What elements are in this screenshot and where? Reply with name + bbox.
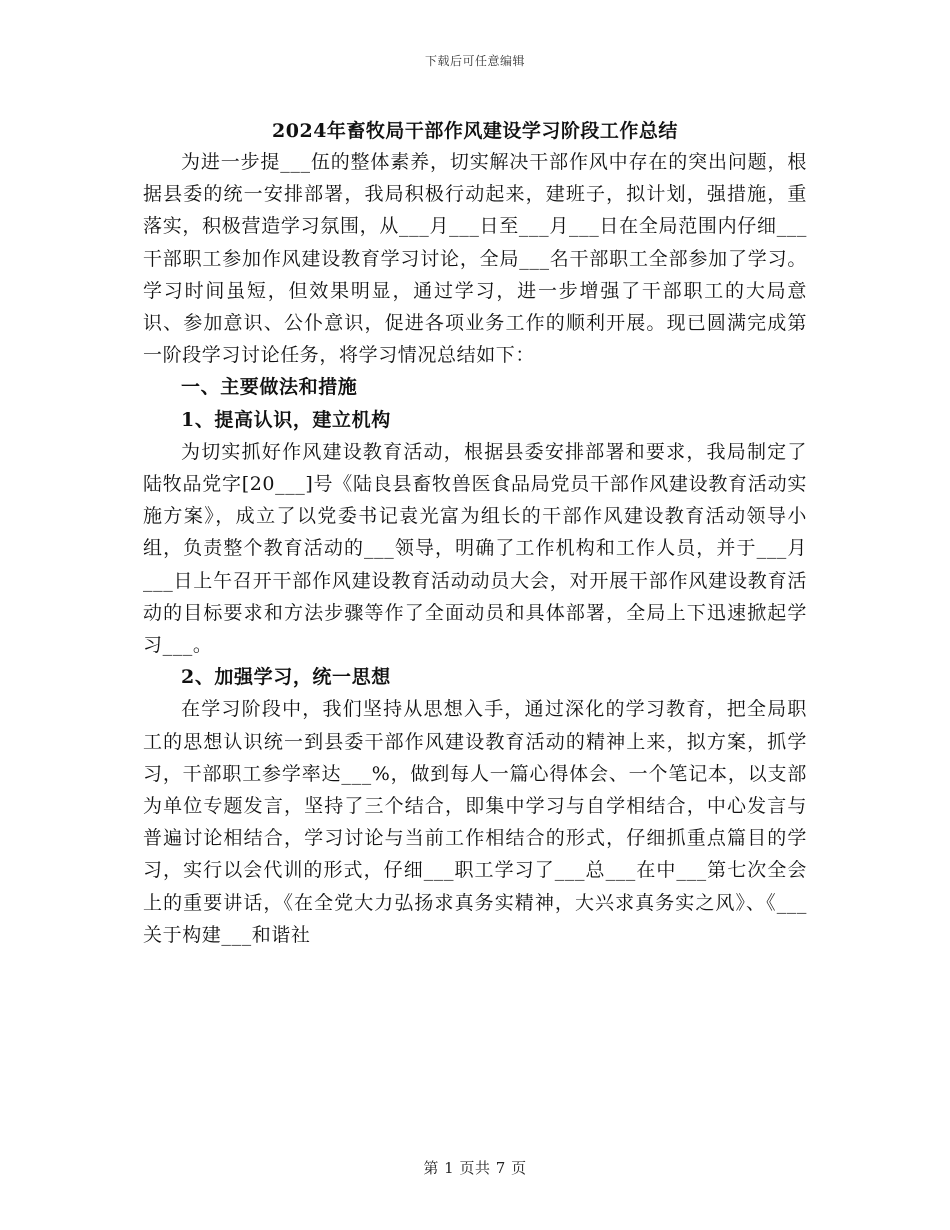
header-note: 下载后可任意编辑 <box>424 54 525 68</box>
subsection-2-paragraph: 在学习阶段中，我们坚持从思想入手，通过深化的学习教育，把全局职工的思想认识统一到县委干部作风建设教育活动的精神上来，拟方案，抓学习，干部职工参学率达___%，做到每人一篇心得体会、一个笔记本，以支部为单位专题发言，坚持了三个结合，即集中学习与自学相结合，中心发言与普遍讨论相结合，学习讨论与当前工作相结合的形式，仔细抓重点篇目的学习，实行以会代训的形式，仔细___职工学习了___总___在中___第七次全会上的重要讲话，《在全党大力弘扬求真务实精神，大兴求真务实之风》、《___关于构建___和谐社 <box>143 698 807 946</box>
section-heading-main-measures: 一、主要做法和措施 <box>181 376 358 399</box>
intro-paragraph: 为进一步提___伍的整体素养，切实解决干部作风中存在的突出问题，根据县委的统一安排部署，我局积极行动起来，建班子，拟计划，强措施，重落实，积极营造学习氛围，从___月___日至___月___日在全局范围内仔细___干部职工参加作风建设教育学习讨论，全局___名干部职工全部参加了学习。学习时间虽短，但效果明显，通过学习，进一步增强了干部职工的大局意识、参加意识、公仆意识，促进各项业务工作的顺利开展。现已圆满完成第一阶段学习讨论任务，将学习情况总结如下： <box>143 151 807 367</box>
subsection-1-paragraph: 为切实抓好作风建设教育活动，根据县委安排部署和要求，我局制定了陆牧品党字[20___]号《陆良县畜牧兽医食品局党员干部作风建设教育活动实施方案》，成立了以党委书记袁光富为组长的干部作风建设教育活动领导小组，负责整个教育活动的___领导，明确了工作机构和工作人员，并于___月___日上午召开干部作风建设教育活动动员大会，对开展干部作风建设教育活动的目标要求和方法步骤等作了全面动员和具体部署，全局上下迅速掀起学习___。 <box>143 440 807 657</box>
document-title: 2024年畜牧局干部作风建设学习阶段工作总结 <box>272 120 678 142</box>
subsection-heading-2: 2、加强学习，统一思想 <box>181 666 391 689</box>
subsection-heading-1: 1、提高认识，建立机构 <box>181 408 391 431</box>
page-number-footer: 第 1 页共 7 页 <box>423 1159 527 1177</box>
document-body <box>143 146 807 951</box>
